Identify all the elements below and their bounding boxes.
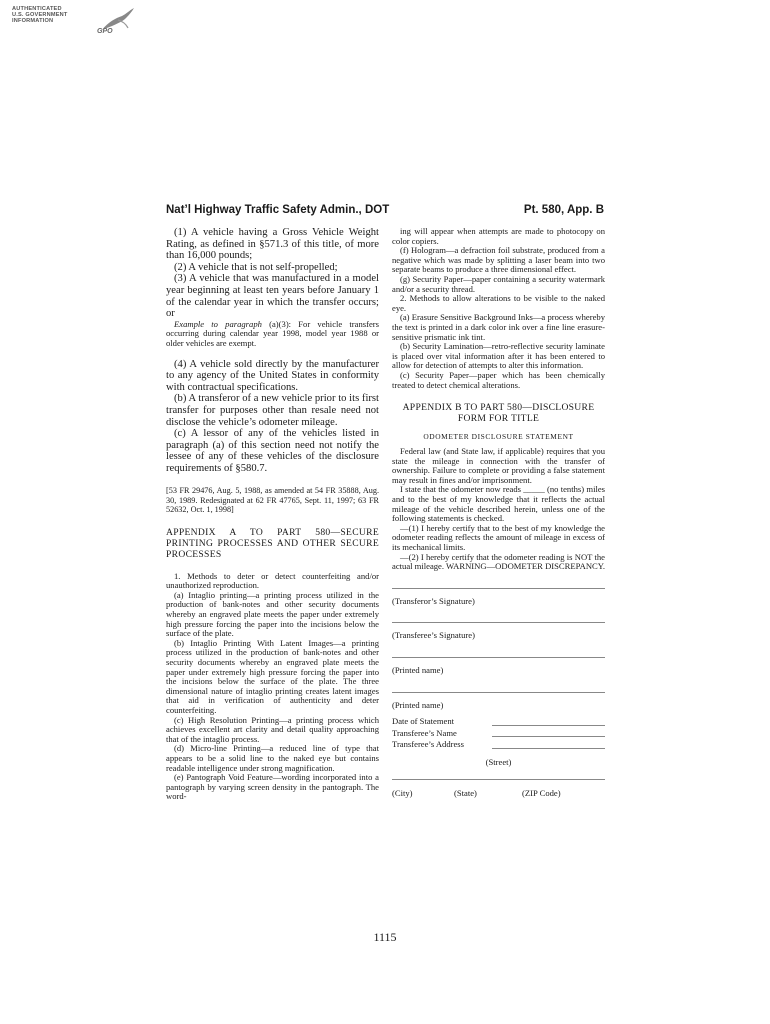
signature-block <box>392 657 605 676</box>
paragraph: (c) High Resolution Printing—a printing process which achieves excellent art clarity and detail quality approaching that of the intaglio process. <box>166 714 379 744</box>
gpo-authentication-logo <box>12 6 142 42</box>
paragraph: (f) Hologram—a defraction foil substrate, produced from a negative which was made by splitting a laser beam into two separate beams to produce a three dimensional effect. <box>392 245 605 275</box>
paragraph: (a) Intaglio printing—a printing process utilized in the production of bank-notes and other security documents whereby an engraved plate meets the paper under extremely high pressure forcing the paper into the incisions below the surface of the plate. <box>166 589 379 639</box>
citation: [53 FR 29476, Aug. 5, 1988, as amended at 54 FR 35888, Aug. 30, 1989. Redesignated at 62 FR 47765, Sept. 11, 1997; 63 FR 52632, Oct. 1, 1998] <box>166 486 379 515</box>
paragraph: (a) Erasure Sensitive Background Inks—a process whereby the text is printed in a dark color ink over a fine line erasure-sensitive prismatic ink tint. <box>392 312 605 342</box>
example-text: (a)(3): For vehicle transfers occurring during calendar year 1998, model year 1988 or older vehicles are exempt. <box>166 318 379 348</box>
date-label: Date of Statement <box>392 716 455 727</box>
city-label: (City) <box>392 787 413 798</box>
signature-block <box>392 588 605 607</box>
state-label: (State) <box>454 787 477 798</box>
paragraph: (c) Security Paper—paper which has been chemically treated to detect chemical alterations. <box>392 369 605 390</box>
running-head <box>166 204 604 220</box>
gpo-label: GPO <box>97 28 113 35</box>
paragraph: ing will appear when attempts are made to photocopy on color copiers. <box>392 226 605 246</box>
signature-line <box>392 657 605 658</box>
logo-line: AUTHENTICATED <box>12 6 62 12</box>
paragraph: (4) A vehicle sold directly by the manufacturer to any agency of the United States in conformity with contractual specifications. <box>166 358 379 393</box>
paragraph: (2) A vehicle that is not self-propelled; <box>174 261 338 273</box>
paragraph: 1. Methods to deter or detect counterfeiting and/or unauthorized reproduction. <box>166 570 379 591</box>
paragraph: (d) Micro-line Printing—a reduced line of type that appears to be a solid line to the naked eye but contains readable intelligence under strong magnification. <box>166 743 379 773</box>
signature-line <box>392 588 605 589</box>
address-row <box>392 739 605 751</box>
appendix-a-heading: APPENDIX A TO PART 580—SECURE PRINTING PROCESSES AND OTHER SECURE PROCESSES <box>166 526 379 560</box>
name-row <box>392 728 605 740</box>
signature-line <box>392 622 605 623</box>
paragraph: (3) A vehicle that was manufactured in a model year beginning at least ten years before January 1 of the calendar year in which the transfer occurs; or <box>166 273 379 320</box>
transferee-name-label: Transferee’s Name <box>392 727 457 738</box>
example-label: Example to paragraph <box>174 318 262 329</box>
appendix-b-heading: APPENDIX B TO PART 580—DISCLOSURE FORM FOR TITLE <box>402 402 595 425</box>
logo-text <box>12 6 68 25</box>
paragraph: 2. Methods to allow alterations to be visible to the naked eye. <box>392 293 605 313</box>
paragraph: (1) A vehicle having a Gross Vehicle Weight Rating, as defined in §571.3 of this title, of more than 16,000 pounds; <box>166 227 379 262</box>
date-row <box>392 716 605 728</box>
printed-name-label: (Printed name) <box>392 699 444 710</box>
logo-line: U.S. GOVERNMENT <box>12 12 68 19</box>
page-number: 1115 <box>373 930 397 944</box>
example-paragraph <box>166 320 379 349</box>
address-blank <box>492 748 605 749</box>
running-head-right: Pt. 580, App. B <box>523 204 604 216</box>
form-heading: ODOMETER DISCLOSURE STATEMENT <box>423 432 574 442</box>
logo-line: INFORMATION <box>12 18 54 25</box>
running-head-left: Nat’l Highway Traffic Safety Admin., DOT <box>166 204 390 216</box>
name-blank <box>492 736 605 737</box>
right-column <box>392 227 605 800</box>
paragraph: —(2) I hereby certify that the odometer reading is NOT the actual mileage. WARNING—ODOMETER DISCREPANCY. <box>392 551 606 572</box>
transferor-signature-label: (Transferor’s Signature) <box>392 595 475 606</box>
paragraph: (b) Security Lamination—retro-reflective security laminate is placed over vital information after it has been entered to allow for detection of attempts to alter this information. <box>392 341 605 371</box>
signature-block <box>392 622 605 641</box>
transferee-address-label: Transferee’s Address <box>392 739 465 750</box>
paragraph: (g) Security Paper—paper containing a security watermark and/or a security thread. <box>392 273 605 294</box>
signature-line <box>392 692 605 693</box>
transferee-signature-label: (Transferee’s Signature) <box>392 630 475 641</box>
paragraph: (e) Pantograph Void Feature—wording incorporated into a pantograph by varying screen density in the pantograph. The word- <box>166 772 379 802</box>
date-blank <box>492 725 605 726</box>
signature-block <box>392 692 605 711</box>
paragraph: (b) A transferor of a new vehicle prior to its first transfer for purposes other than resale need not disclose the vehicle’s odometer mileage. <box>166 393 379 428</box>
printed-name-label: (Printed name) <box>392 665 444 675</box>
city-state-zip-row <box>392 779 605 800</box>
paragraph: (c) A lessor of any of the vehicles listed in paragraph (a) of this section need not notify the lessee of any of these vehicles of the disclosure requirements of §580.7. <box>166 428 379 474</box>
paragraph: Federal law (and State law, if applicable) requires that you state the mileage in connection with the transfer of ownership. Failure to complete or providing a false statement may result in fines and/or imprisonment. <box>392 446 605 485</box>
paragraph: (b) Intaglio Printing With Latent Images—a printing process utilized in the production of bank-notes and other security documents whereby an engraved plate meets the paper under extremely high pressure forcing the paper into the incisions below the surface of the plate. The three dimensional nature of intaglio printing creates latent images that aid in verification of authenticity and deter counterfeiting. <box>166 637 379 715</box>
paragraph: I state that the odometer now reads _____ (no tenths) miles and to the best of my knowledge that it reflects the actual mileage of the vehicle described herein, unless one of the following statements is checked. <box>392 484 605 524</box>
paragraph: —(1) I hereby certify that to the best of my knowledge the odometer reading reflects the amount of mileage in excess of its mechanical limits. <box>392 522 605 553</box>
left-column <box>166 227 379 802</box>
zip-label: (ZIP Code) <box>522 787 561 798</box>
street-label: (Street) <box>485 756 512 767</box>
